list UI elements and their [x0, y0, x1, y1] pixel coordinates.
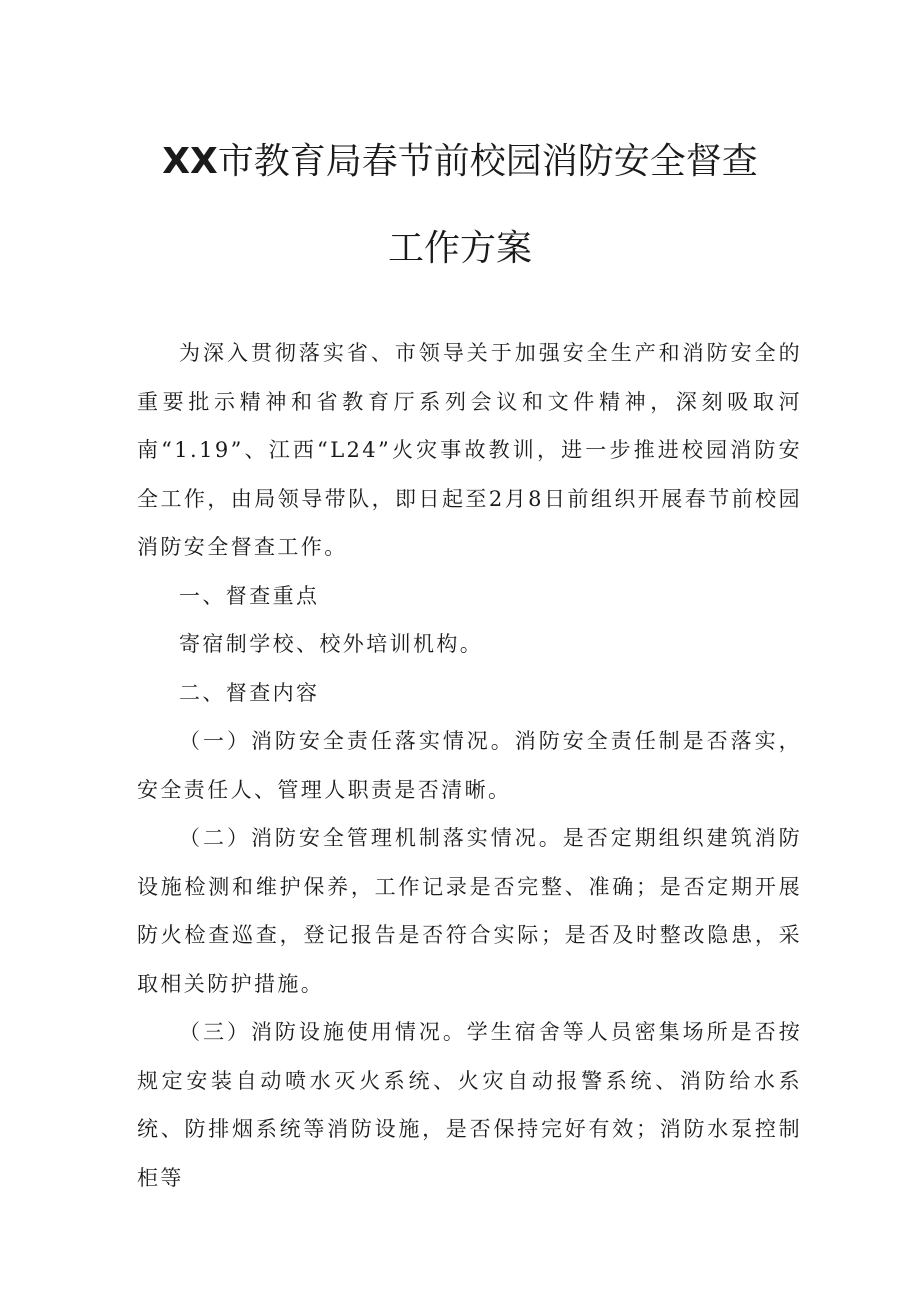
intro-paragraph: 为深入贯彻落实省、市领导关于加强安全生产和消防安全的重要批示精神和省教育厅系列会议和文件精神，深刻吸取河南“1.19”、江西“L24”火灾事故教训，进一步推进校园消防安全工作，由局领导带队，即日起至2月8日前组织开展春节前校园消防安全督查工作。: [137, 341, 802, 559]
document-body: [137, 329, 802, 1202]
title-prefix: XX: [162, 141, 218, 182]
document-title-line-2: 工作方案: [387, 228, 532, 269]
document-title-line-1: [0, 142, 920, 182]
content-item-1: （一）消防安全责任落实情况。消防安全责任制是否落实，安全责任人、管理人职责是否清晰。: [137, 729, 802, 802]
content-item-2: （二）消防安全管理机制落实情况。是否定期组织建筑消防设施检测和维护保养，工作记录是否完整、准确；是否定期开展防火检查巡查，登记报告是否符合实际；是否及时整改隐患，采取相关防护措施。: [137, 826, 802, 996]
title-rest: 市教育局春节前校园消防安全督查: [217, 141, 758, 182]
content-item-3: （三）消防设施使用情况。学生宿舍等人员密集场所是否按规定安装自动喷水灭火系统、火灾自动报警系统、消防给水系统、防排烟系统等消防设施，是否保持完好有效；消防水泵控制柜等: [137, 1020, 802, 1190]
section-heading-focus: 一、督查重点: [179, 583, 320, 608]
focus-paragraph: 寄宿制学校、校外培训机构。: [179, 632, 484, 656]
section-heading-content: 二、督查内容: [179, 680, 320, 705]
